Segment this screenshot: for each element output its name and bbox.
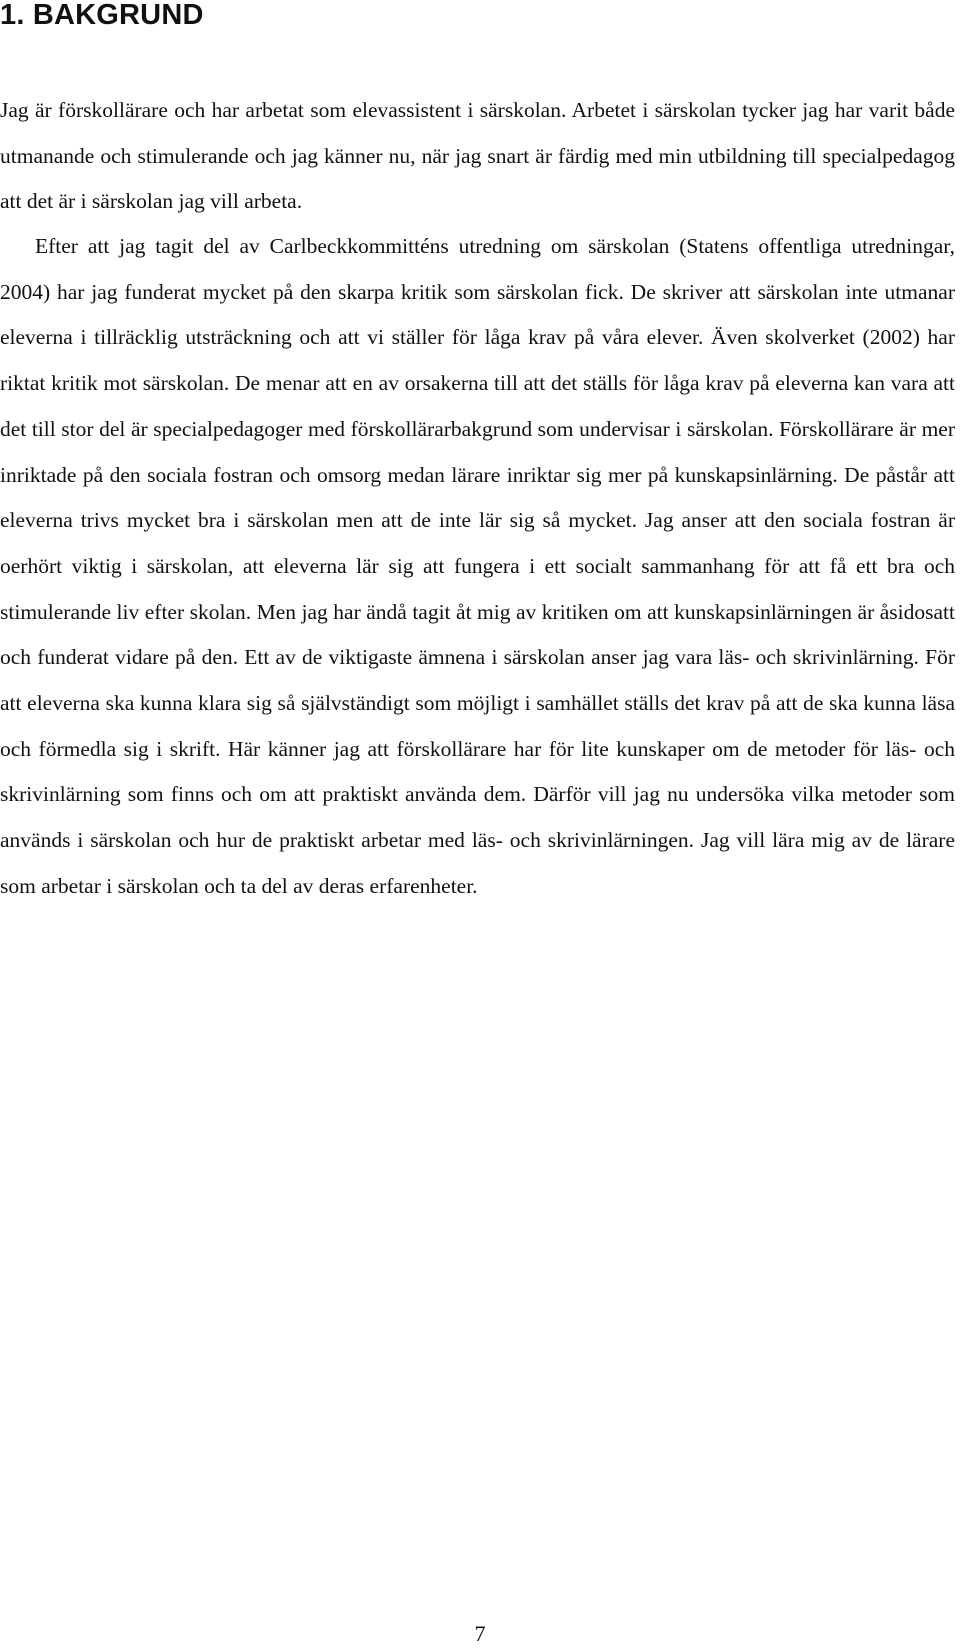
page-number: 7 bbox=[474, 1621, 486, 1646]
paragraph-background: Efter att jag tagit del av Carlbeckkommitténs utredning om särskolan (Statens offentliga utredningar, 2004) har jag funderat mycket på den skarpa kritik som särskolan fick. De skriver att särskolan inte utmanar eleverna i tillräcklig utsträckning och att vi ställer för låga krav på våra elever. Även skolverket (2002) har riktat kritik mot särskolan. De menar att en av orsakerna till att det ställs för låga krav på eleverna kan vara att det till stor del är specialpedagoger med förskollärarbakgrund som undervisar i särskolan. Förskollärare är mer inriktade på den sociala fostran och omsorg medan lärare inriktar sig mer på kunskapsinlärning. De påstår att eleverna trivs mycket bra i särskolan men att de inte lär sig så mycket. Jag anser att den sociala fostran är oerhört viktig i särskolan, att eleverna lär sig att fungera i ett socialt sammanhang för att få ett bra och stimulerande liv efter skolan. Men jag har ändå tagit åt mig av kritiken om att kunskapsinlärningen är åsidosatt och funderat vidare på den. Ett av de viktigaste ämnena i särskolan anser jag vara läs- och skrivinlärning. För att eleverna ska kunna klara sig så självständigt som möjligt i samhället ställs det krav på att de ska kunna läsa och förmedla sig i skrift. Här känner jag att förskollärare har för lite kunskaper om de metoder för läs- och skrivinlärning som finns och om att praktiskt använda dem. Därför vill jag nu undersöka vilka metoder som används i särskolan och hur de praktiskt arbetar med läs- och skrivinlärningen. Jag vill lära mig av de lärare som arbetar i särskolan och ta del av deras erfarenheter. bbox=[0, 234, 955, 898]
paragraph-intro: Jag är förskollärare och har arbetat som elevassistent i särskolan. Arbetet i särskolan tycker jag har varit både utmanande och stimulerande och jag känner nu, när jag snart är färdig med min utbildning till specialpedagog att det är i särskolan jag vill arbeta. bbox=[0, 98, 955, 214]
section-heading: 1. BAKGRUND bbox=[0, 0, 204, 31]
